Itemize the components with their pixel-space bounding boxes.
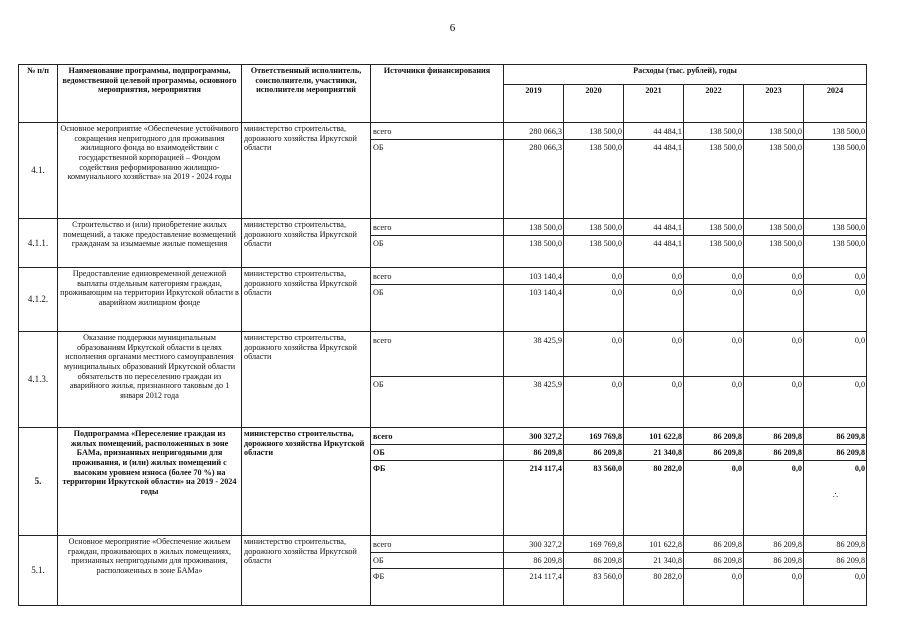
value: 0,0 [671, 336, 682, 345]
value: 0,0 [611, 272, 622, 281]
year-value-cell [744, 268, 804, 332]
page-number: 6 [449, 22, 456, 34]
row-responsible: министерство строительства, дорожного хозяйства Иркутской области [242, 123, 371, 219]
value: 86 209,8 [744, 552, 803, 568]
value: 169 769,8 [589, 540, 622, 549]
source-label: ОБ [371, 139, 503, 155]
year-value-cell [684, 268, 744, 332]
row-number: 4.1.2. [19, 268, 58, 332]
year-value-cell [504, 332, 564, 428]
value: 0,0 [564, 284, 623, 300]
value: 280 066,3 [504, 139, 563, 155]
year-value-cell [624, 536, 684, 606]
value: 80 282,0 [624, 568, 683, 584]
source-label: всего [373, 540, 392, 549]
value: 0,0 [744, 284, 803, 300]
value: 138 500,0 [832, 223, 866, 232]
year-value-cell [504, 536, 564, 606]
table-row [19, 219, 867, 268]
year-value-cell [804, 332, 867, 428]
year-value-cell [504, 268, 564, 332]
source-label: ОБ [371, 444, 503, 460]
value: 300 327,2 [529, 432, 562, 441]
budget-table [18, 64, 867, 606]
value: 214 117,4 [504, 460, 563, 476]
value: 80 282,0 [624, 460, 683, 476]
year-value-cell [504, 123, 564, 219]
value: 0,0 [671, 272, 682, 281]
row-name: Оказание поддержки муниципальным образованиям Иркутской области в целях исполнения органами местного самоуправления муниципальных образований Иркутской области обязательств по переселению граждан из аварийного жилья, признанного таковым до 1 января 2012 года [58, 332, 242, 428]
value: 0,0 [854, 272, 866, 281]
value: 86 209,8 [504, 552, 563, 568]
value: 0,0 [684, 284, 743, 300]
value: 300 327,2 [529, 540, 562, 549]
year-value-cell [684, 536, 744, 606]
value: 38 425,9 [504, 376, 563, 392]
header-year: 2021 [624, 85, 684, 123]
row-responsible: министерство строительства, дорожного хозяйства Иркутской области [242, 428, 371, 536]
year-value-cell [744, 428, 804, 536]
value: 138 500,0 [769, 223, 802, 232]
year-value-cell [564, 536, 624, 606]
value: 21 340,8 [624, 552, 683, 568]
value: 86 209,8 [773, 540, 802, 549]
row-responsible: министерство строительства, дорожного хозяйства Иркутской области [242, 268, 371, 332]
value: 138 500,0 [744, 235, 803, 251]
value: 138 500,0 [564, 139, 623, 155]
table-row [19, 536, 867, 606]
row-number: 5. [19, 428, 58, 536]
row-name: Подпрограмма «Переселение граждан из жилых помещений, расположенных в зоне БАМа, признанных непригодными для проживания, и (или) жилых помещений с высоким уровнем износа (более 70 %) на территории Иркутской области» на 2019 - 2024 годы [58, 428, 242, 536]
row-sources [371, 123, 504, 219]
value: 138 500,0 [832, 127, 866, 136]
value: 101 622,8 [649, 432, 682, 441]
value: 0,0 [744, 460, 803, 476]
value: 0,0 [684, 568, 743, 584]
year-value-cell [564, 428, 624, 536]
value: 169 769,8 [589, 432, 622, 441]
value: 86 209,8 [684, 552, 743, 568]
row-responsible: министерство строительства, дорожного хозяйства Иркутской области [242, 536, 371, 606]
value: 44 484,1 [624, 139, 683, 155]
table-row [19, 332, 867, 428]
value: 0,0 [684, 460, 743, 476]
value: 280 066,3 [529, 127, 562, 136]
value: 21 340,8 [624, 444, 683, 460]
row-number: 5.1. [19, 536, 58, 606]
value: 138 500,0 [709, 223, 742, 232]
value: 103 140,4 [529, 272, 562, 281]
row-name: Основное мероприятие «Обеспечение жильем граждан, проживающих в жилых помещениях, признанных непригодными для проживания, расположенных в зоне БАМа» [58, 536, 242, 606]
header-year: 2020 [564, 85, 624, 123]
source-label: всего [373, 223, 392, 232]
year-value-cell [624, 332, 684, 428]
scan-mark: ∴ [832, 491, 839, 500]
header-year: 2019 [504, 85, 564, 123]
header-num: № п/п [19, 65, 58, 123]
source-label: ФБ [371, 568, 503, 584]
value: 44 484,1 [653, 127, 682, 136]
row-sources [371, 332, 504, 428]
source-label: ОБ [371, 552, 503, 568]
header-responsible: Ответственный исполнитель, соисполнители, участники, исполнители мероприятий [242, 65, 371, 123]
row-responsible: министерство строительства, дорожного хозяйства Иркутской области [242, 219, 371, 268]
source-label: ОБ [371, 235, 503, 251]
value: 86 209,8 [713, 540, 742, 549]
header-year: 2023 [744, 85, 804, 123]
year-value-cell [624, 428, 684, 536]
row-number: 4.1.3. [19, 332, 58, 428]
table-body [19, 123, 867, 606]
source-label: ОБ [371, 284, 503, 300]
year-value-cell [624, 123, 684, 219]
year-value-cell [804, 536, 867, 606]
row-sources [371, 428, 504, 536]
value: 0,0 [804, 376, 866, 392]
year-value-cell [804, 268, 867, 332]
value: 138 500,0 [684, 139, 743, 155]
value: 83 560,0 [564, 460, 623, 476]
year-value-cell [564, 219, 624, 268]
year-value-cell [744, 123, 804, 219]
value: 86 209,8 [713, 432, 742, 441]
row-name: Предоставление единовременной денежной выплаты отдельным категориям граждан, проживающим на территории Иркутской области в аварийном жилищном фонде [58, 268, 242, 332]
header-year: 2022 [684, 85, 744, 123]
value: 86 209,8 [684, 444, 743, 460]
source-label: ОБ [371, 376, 503, 392]
value: 0,0 [624, 376, 683, 392]
year-value-cell [564, 123, 624, 219]
value: 86 209,8 [504, 444, 563, 460]
year-value-cell [684, 428, 744, 536]
value: 0,0 [611, 336, 622, 345]
value: 138 500,0 [504, 235, 563, 251]
value: 138 500,0 [589, 223, 622, 232]
value: 0,0 [684, 376, 743, 392]
value: 44 484,1 [653, 223, 682, 232]
value: 0,0 [804, 460, 866, 476]
value: 103 140,4 [504, 284, 563, 300]
year-value-cell [744, 536, 804, 606]
value: 0,0 [731, 336, 742, 345]
value: 0,0 [804, 284, 866, 300]
year-value-cell [624, 219, 684, 268]
table-header [19, 65, 867, 123]
row-number: 4.1. [19, 123, 58, 219]
value: 0,0 [791, 272, 802, 281]
value: 86 209,8 [564, 444, 623, 460]
value: 86 209,8 [744, 444, 803, 460]
value: 44 484,1 [624, 235, 683, 251]
table-row [19, 268, 867, 332]
year-value-cell [684, 219, 744, 268]
row-responsible: министерство строительства, дорожного хозяйства Иркутской области [242, 332, 371, 428]
year-value-cell [804, 428, 867, 536]
value: 86 209,8 [773, 432, 802, 441]
value: 138 500,0 [589, 127, 622, 136]
source-label: ФБ [371, 460, 503, 476]
header-name: Наименование программы, подпрограммы, ведомственной целевой программы, основного мероприятия, мероприятия [58, 65, 242, 123]
value: 138 500,0 [709, 127, 742, 136]
value: 86 209,8 [804, 552, 866, 568]
year-value-cell [684, 332, 744, 428]
row-sources [371, 536, 504, 606]
value: 83 560,0 [564, 568, 623, 584]
value: 0,0 [744, 568, 803, 584]
header-source: Источники финансирования [371, 65, 504, 123]
value: 86 209,8 [836, 432, 866, 441]
year-value-cell [804, 219, 867, 268]
value: 101 622,8 [649, 540, 682, 549]
header-year: 2024 [804, 85, 867, 123]
row-sources [371, 219, 504, 268]
source-label: всего [373, 336, 392, 345]
value: 0,0 [804, 568, 866, 584]
value: 86 209,8 [564, 552, 623, 568]
year-value-cell [504, 428, 564, 536]
table-row [19, 123, 867, 219]
year-value-cell [804, 123, 867, 219]
year-value-cell [684, 123, 744, 219]
value: 0,0 [854, 336, 866, 345]
header-expenses: Расходы (тыс. рублей), годы [504, 65, 867, 85]
row-name: Основное мероприятие «Обеспечение устойчивого сокращения непригодного для проживания жилищного фонда во взаимодействии с государственной корпорацией – Фондом содействия реформированию жилищно-коммунального хозяйства» на 2019 - 2024 годы [58, 123, 242, 219]
value: 86 209,8 [836, 540, 866, 549]
source-label: всего [373, 127, 392, 136]
value: 214 117,4 [504, 568, 563, 584]
value: 0,0 [564, 376, 623, 392]
value: 138 500,0 [804, 235, 866, 251]
value: 0,0 [744, 376, 803, 392]
row-number: 4.1.1. [19, 219, 58, 268]
row-sources [371, 268, 504, 332]
value: 38 425,9 [533, 336, 562, 345]
year-value-cell [504, 219, 564, 268]
value: 138 500,0 [564, 235, 623, 251]
source-label: всего [373, 432, 393, 441]
year-value-cell [564, 268, 624, 332]
value: 0,0 [731, 272, 742, 281]
value: 138 500,0 [684, 235, 743, 251]
value: 138 500,0 [769, 127, 802, 136]
table-row [19, 428, 867, 536]
year-value-cell [744, 219, 804, 268]
row-name: Строительство и (или) приобретение жилых помещений, а также предоставление возмещений гражданам за изымаемые жилые помещения [58, 219, 242, 268]
value: 86 209,8 [804, 444, 866, 460]
value: 138 500,0 [804, 139, 866, 155]
value: 0,0 [791, 336, 802, 345]
source-label: всего [373, 272, 392, 281]
value: 138 500,0 [529, 223, 562, 232]
year-value-cell [744, 332, 804, 428]
value: 138 500,0 [744, 139, 803, 155]
year-value-cell [624, 268, 684, 332]
year-value-cell [564, 332, 624, 428]
value: 0,0 [624, 284, 683, 300]
